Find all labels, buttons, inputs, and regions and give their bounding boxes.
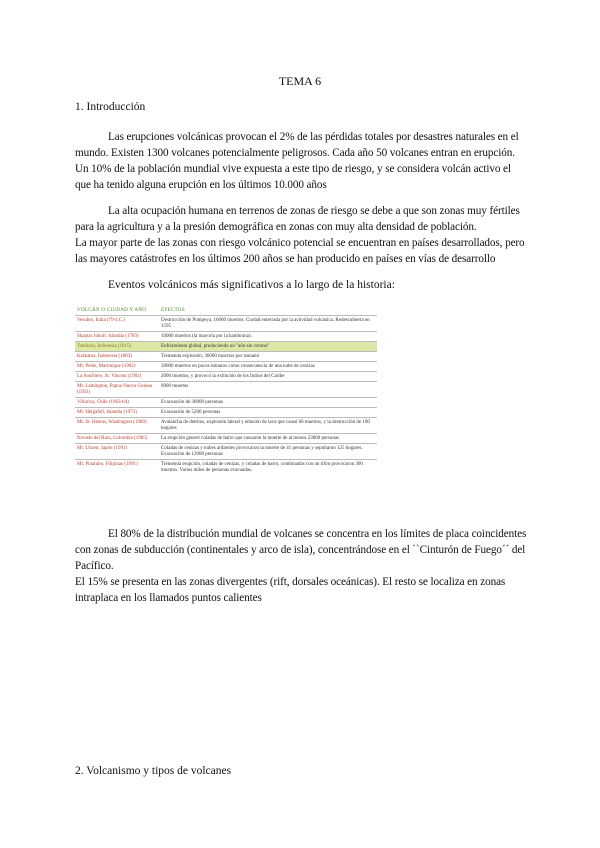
table-row [75, 382, 377, 398]
table-cell-place: Skaptar Jokull, Islandia (1783) [75, 332, 159, 342]
table-cell-place: Krakatoa, Indonesia (1883) [75, 352, 159, 362]
table-cell-effect: Evacuación de 30000 personas [159, 398, 377, 408]
table-cell-place: Nevado del Ruiz, Colombia (1985) [75, 434, 159, 444]
table-cell-place: Mt. St. Helens, Washington (1980) [75, 418, 159, 434]
table-cell-effect: 30000 muertos en pocos minutos como consecuencia de una nube de cenizas [159, 362, 377, 372]
table-row [75, 332, 377, 342]
table-cell-effect: Tremenda explosión; 36000 muertos por tsunami [159, 352, 377, 362]
table-row [75, 434, 377, 444]
table-row [75, 408, 377, 418]
table-cell-place: Mt. Lamington, Papua Nueva Guinea (1951) [75, 382, 159, 398]
table-cell-place: Villarica, Chile (1963-64) [75, 398, 159, 408]
paragraph-intro [75, 129, 527, 193]
table-cell-place: Mt. Helgafell, Islandia (1973) [75, 408, 159, 418]
paragraph-distribucion [75, 526, 527, 606]
table-row [75, 444, 377, 460]
table-cell-effect: Coladas de cenizas y nubes ardientes provocaron la muerte de 41 personas y sepultaron 125 hogares. Evacuación de 12000 personas [159, 444, 377, 460]
table-cell-place: Mt. Pelée, Martinique (1902) [75, 362, 159, 372]
table-caption: Eventos volcánicos más significativos a lo largo de la historia: [108, 279, 395, 291]
table-header-place: VOLCÁN O CIUDAD Y AÑO [77, 307, 147, 313]
table-cell-effect: 2000 muertos, y provocó la extinción de los Indios del Caribe [159, 372, 377, 382]
table-row [75, 398, 377, 408]
page-title: TEMA 6 [278, 74, 322, 88]
section-heading-introduccion: 1. Introducción [75, 101, 146, 113]
table-row [75, 342, 377, 352]
table-cell-effect: Avalancha de detritos, explosión lateral y emisión de lava que causó 66 muertos, y la destrucción de 100 hogares [159, 418, 377, 434]
paragraph-ocupacion [75, 203, 527, 267]
table-row [75, 460, 377, 476]
table-cell-effect: 6000 muertos [159, 382, 377, 398]
table-cell-place: Vesubio, Italia (79 d.C.) [75, 316, 159, 332]
section-heading-volcanismo: 2. Volcanismo y tipos de volcanes [75, 765, 232, 777]
paragraph-ocupacion-line2: La mayor parte de las zonas con riesgo volcánico potencial se encuentran en países desarrollados, pero las mayores catástrofes en los últimos 200 años se han producido en países en vías de desarrollo [75, 237, 525, 265]
table-cell-effect: Destrucción de Pompeya, 16000 muertos. Ciudad enterrada por la actividad volcánica. Redescubierta en 1595 [159, 316, 377, 332]
paragraph-distribucion-text: El 80% de la distribución mundial de volcanes se concentra en los límites de placa coincidentes con zonas de subducción (continentales y arco de isla), concentrándose en el ``Cinturón de Fuego´´ del Pacífico. [75, 528, 527, 572]
table-body [75, 316, 377, 476]
table-row [75, 372, 377, 382]
table-cell-effect: La erupción generó coladas de barro que causaron la muerte de al menos 23000 personas [159, 434, 377, 444]
table-cell-place: La Soufrière, St. Vincent (1902) [75, 372, 159, 382]
table-cell-effect: Evacuación de 5200 personas [159, 408, 377, 418]
table-cell-place: Mt. Pinatubo, Filipinas (1991) [75, 460, 159, 476]
table-cell-place: Tambora, Indonesia (1815) [75, 342, 159, 352]
table-cell-effect: Enfriamiento global, produciendo un "año sin verano" [159, 342, 377, 352]
table-row [75, 362, 377, 372]
table-row [75, 352, 377, 362]
paragraph-ocupacion-line1: La alta ocupación humana en terrenos de zonas de riesgo se debe a que son zonas muy fértiles para la agricultura y a la presión demográfica en zonas con muy alta densidad de población. [75, 205, 520, 233]
table-header-effects: EFECTOS [161, 307, 185, 313]
paragraph-intro-text: Las erupciones volcánicas provocan el 2% de las pérdidas totales por desastres naturales en el mundo. Existen 1300 volcanes potencialmente peligrosos. Cada año 50 volcanes entran en erupción. Un 10% de la población mundial vive expuesta a este tipo de riesgo, y se considera volcán activo el que ha tenido alguna erupción en los últimos 10.000 años [75, 131, 519, 191]
table-row [75, 418, 377, 434]
table-cell-effect: Tremenda erupción, coladas de cenizas, y coladas de barro, combinadas con un tifón provocaron 300 muertos. Varios miles de personas evacuadas. [159, 460, 377, 476]
table-cell-place: Mt. Unzen, Japón (1991) [75, 444, 159, 460]
volcanic-events-table [75, 305, 377, 513]
paragraph-divergentes-text: El 15% se presenta en las zonas divergentes (rift, dorsales oceánicas). El resto se localiza en zonas intraplaca en los llamados puntos calientes [75, 576, 506, 604]
table-cell-effect: 10000 muertos (la mayoría por la hambruna). [159, 332, 377, 342]
table-row [75, 316, 377, 332]
